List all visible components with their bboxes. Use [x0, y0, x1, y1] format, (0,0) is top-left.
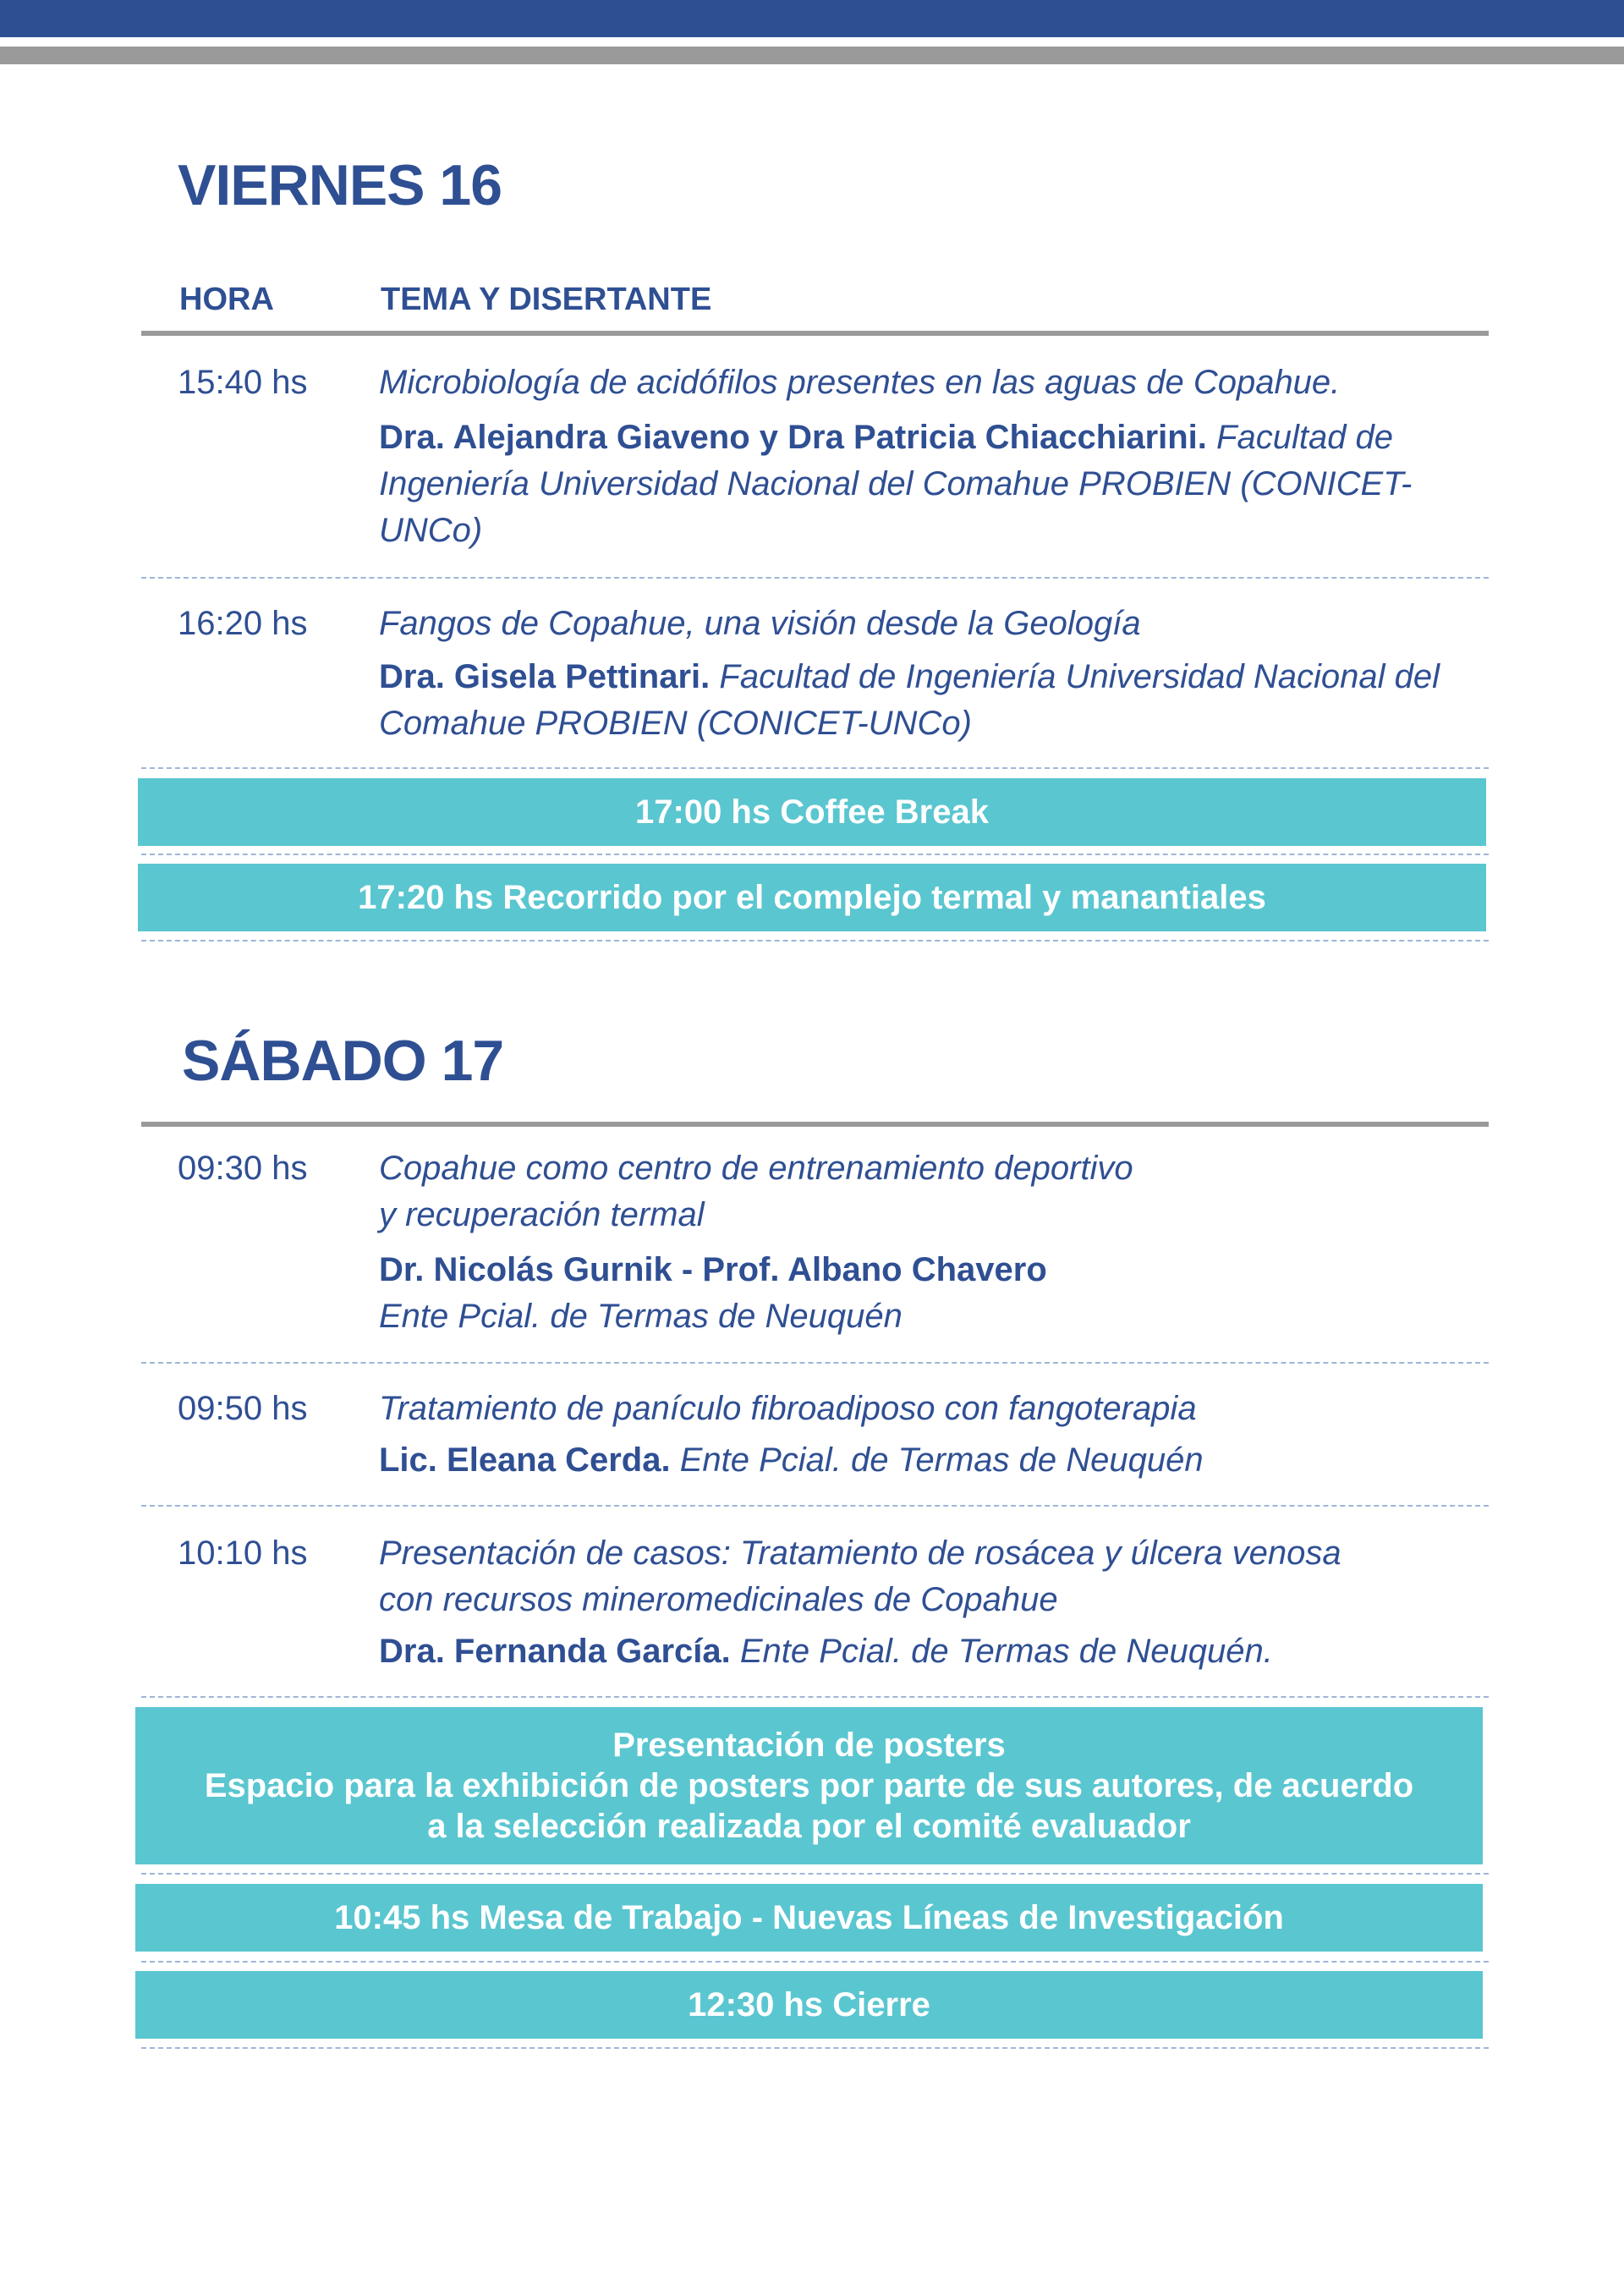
session-time: 15:40 hs — [178, 364, 308, 401]
session-entry — [379, 1145, 1470, 1340]
row-divider — [141, 577, 1489, 579]
speaker-affiliation: Facultad de Ingeniería Universidad Nacional del Comahue PROBIEN (CONICET-UNCo) — [379, 658, 1440, 742]
saturday-title: SÁBADO 17 — [182, 1029, 504, 1093]
session-entry — [379, 1386, 1470, 1484]
friday-title: VIERNES 16 — [178, 153, 502, 217]
session-time: 09:30 hs — [178, 1150, 308, 1187]
session-topic-line1: Copahue como centro de entrenamiento deportivo — [379, 1150, 1133, 1187]
band-label: 10:45 hs Mesa de Trabajo - Nuevas Líneas de Investigación — [334, 1899, 1284, 1936]
session-topic: Fangos de Copahue, una visión desde la Geología — [379, 605, 1141, 642]
session-topic-line2: con recursos mineromedicinales de Copahue — [379, 1581, 1058, 1618]
posters-description-line1: Espacio para la exhibición de posters por parte de sus autores, de acuerdo — [204, 1767, 1414, 1804]
session-speaker — [379, 415, 1470, 554]
session-entry — [379, 360, 1470, 554]
coffee-break-band — [138, 778, 1486, 846]
column-header-hour: HORA — [179, 282, 274, 317]
workshop-band — [135, 1884, 1483, 1952]
row-divider — [141, 1505, 1489, 1507]
header-divider — [141, 331, 1489, 336]
row-divider — [141, 1961, 1489, 1963]
speaker-name: Dra. Gisela Pettinari. — [379, 658, 710, 695]
row-divider — [141, 1696, 1489, 1698]
top-gray-bar — [0, 47, 1624, 64]
speaker-name: Dr. Nicolás Gurnik - Prof. Albano Chavero — [379, 1251, 1047, 1288]
session-topic: Tratamiento de panículo fibroadiposo con fangoterapia — [379, 1390, 1197, 1427]
session-speaker — [379, 1247, 1470, 1293]
row-divider — [141, 2047, 1489, 2049]
session-entry — [379, 601, 1470, 747]
row-divider — [141, 767, 1489, 769]
speaker-affiliation: Ente Pcial. de Termas de Neuquén — [379, 1298, 903, 1335]
row-divider — [141, 940, 1489, 942]
session-speaker — [379, 1437, 1470, 1484]
band-label: 17:20 hs Recorrido por el complejo termal y manantiales — [358, 879, 1266, 916]
row-divider — [141, 854, 1489, 855]
posters-description-line2: a la selección realizada por el comité evaluador — [427, 1808, 1191, 1845]
band-label: 12:30 hs Cierre — [688, 1986, 930, 2023]
session-speaker — [379, 1628, 1470, 1675]
speaker-affiliation: Ente Pcial. de Termas de Neuquén. — [730, 1633, 1273, 1670]
session-topic: Microbiología de acidófilos presentes en las aguas de Copahue. — [379, 364, 1341, 401]
band-label: 17:00 hs Coffee Break — [635, 793, 989, 831]
posters-title: Presentación de posters — [612, 1727, 1006, 1764]
session-entry — [379, 1530, 1470, 1675]
speaker-name: Dra. Alejandra Giaveno y Dra Patricia Chiacchiarini. — [379, 419, 1207, 456]
speaker-name: Dra. Fernanda García. — [379, 1633, 731, 1670]
speaker-name: Lic. Eleana Cerda. — [379, 1441, 671, 1479]
session-time: 10:10 hs — [178, 1535, 308, 1572]
session-speaker — [379, 654, 1470, 747]
tour-band — [138, 864, 1486, 931]
row-divider — [141, 1873, 1489, 1875]
row-divider — [141, 1362, 1489, 1364]
session-time: 09:50 hs — [178, 1390, 308, 1427]
session-topic-line2: y recuperación termal — [379, 1196, 705, 1233]
saturday-divider — [141, 1122, 1489, 1127]
column-header-topic: TEMA Y DISERTANTE — [381, 282, 712, 317]
top-blue-bar — [0, 0, 1624, 37]
speaker-affiliation: Facultad de Ingeniería Universidad Nacional del Comahue PROBIEN (CONICET-UNCo) — [379, 419, 1413, 549]
speaker-affiliation: Ente Pcial. de Termas de Neuquén — [670, 1441, 1204, 1479]
posters-band — [135, 1707, 1483, 1864]
session-topic-line1: Presentación de casos: Tratamiento de rosácea y úlcera venosa — [379, 1535, 1341, 1572]
closing-band — [135, 1971, 1483, 2039]
session-time: 16:20 hs — [178, 605, 308, 642]
